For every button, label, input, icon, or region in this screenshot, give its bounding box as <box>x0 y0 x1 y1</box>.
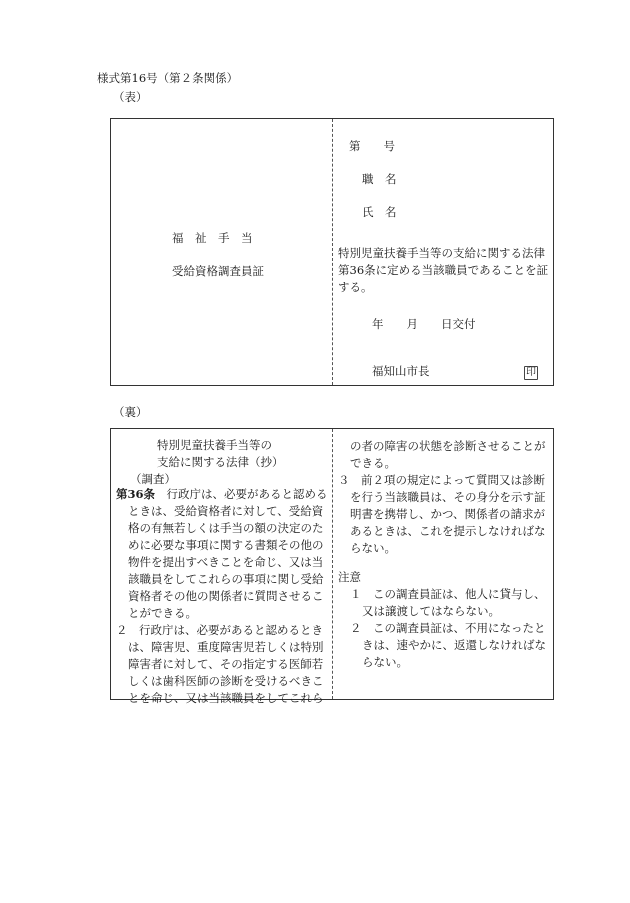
certification-text <box>338 245 548 296</box>
article-label: 第36条 <box>116 487 156 501</box>
front-side-label: （表） <box>113 90 148 104</box>
notes-heading: 注意 <box>338 570 361 584</box>
front-title: 福 祉 手 当 <box>172 231 253 245</box>
article-line: ２ 行政庁は、必要があると認めるとき <box>116 623 323 637</box>
article-line: の者の障害の状態を診断させることが <box>350 439 546 453</box>
back-divider <box>332 429 333 699</box>
certification-line: する。 <box>338 280 373 294</box>
article-line: 第36条 行政庁は、必要があると認める <box>116 487 328 501</box>
front-subtitle: 受給資格調査員証 <box>172 264 264 278</box>
law-title-line-1: 特別児童扶養手当等の <box>157 438 272 452</box>
certification-line: 特別児童扶養手当等の支給に関する法律 <box>338 246 545 260</box>
article-line: 明書を携帯し、かつ、関係者の請求が <box>350 507 546 521</box>
note-line: らない。 <box>362 655 408 669</box>
article-line: 物件を提出すべきことを命じ、又は当 <box>128 555 324 569</box>
article-line: 該職員をしてこれらの事項に関し受給 <box>128 572 324 586</box>
article-line: めに必要な事項に関する書類その他の <box>128 538 324 552</box>
article-line: ときは、受給資格者に対して、受給資 <box>128 504 324 518</box>
seal-mark <box>524 364 538 380</box>
article-line: を行う当該職員は、その身分を示す証 <box>350 490 546 504</box>
article-line: あるときは、これを提示しなければな <box>350 524 546 538</box>
article-line: できる。 <box>350 456 396 470</box>
note-line: 又は譲渡してはならない。 <box>362 604 500 618</box>
name-label: 氏 名 <box>362 205 397 219</box>
issuer-name: 福知山市長 <box>372 364 430 378</box>
card-number-label: 第 号 <box>349 139 395 153</box>
note-line: ２ この調査員証は、不用になったと <box>350 621 546 635</box>
article-line: は、障害児、重度障害児若しくは特別 <box>128 640 324 654</box>
article-line: とを命じ、又は当該職員をしてこれら <box>128 691 324 705</box>
article-line: しくは歯科医師の診断を受けるべきこ <box>128 674 324 688</box>
post-label: 職 名 <box>362 172 397 186</box>
article-line: とができる。 <box>128 606 197 620</box>
article-line: 格の有無若しくは手当の額の決定のた <box>128 521 324 535</box>
form-number: 様式第16号（第２条関係） <box>97 71 239 85</box>
certification-line: 第36条に定める当該職員であることを証 <box>338 263 549 277</box>
note-line: きは、速やかに、返還しなければな <box>362 638 546 652</box>
section-heading: （調査） <box>130 472 176 486</box>
note-line: １ この調査員証は、他人に貸与し、 <box>350 587 546 601</box>
front-divider <box>332 119 333 385</box>
seal-icon: 印 <box>526 367 536 378</box>
back-side-label: （裏） <box>113 405 148 419</box>
notes-list <box>350 586 546 671</box>
article-36 <box>116 486 328 707</box>
issue-date: 年 月 日交付 <box>372 317 476 331</box>
article-line: らない。 <box>350 541 396 555</box>
law-title-line-2: 支給に関する法律（抄） <box>157 455 284 469</box>
article-line: 資格者その他の関係者に質問させるこ <box>128 589 324 603</box>
article-line: 障害者に対して、その指定する医師若 <box>128 657 324 671</box>
article-line: ３ 前２項の規定によって質問又は診断 <box>338 473 545 487</box>
article-continued <box>338 438 546 557</box>
